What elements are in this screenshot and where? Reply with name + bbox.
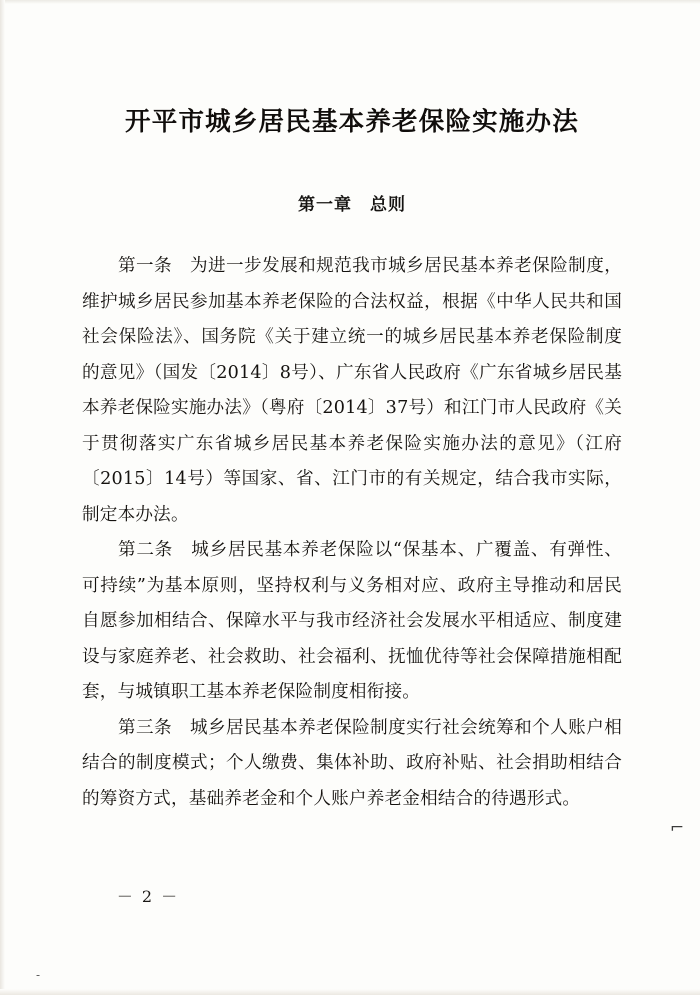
chapter-heading [82,190,622,215]
scan-artifact-bottom-icon: - [36,968,41,982]
chapter-number: 第一章 [298,195,352,215]
article-list [82,249,622,817]
page-edge-shadow-bottom [0,989,700,995]
page-number [0,884,700,907]
article-paragraph-3: 第三条 城乡居民基本养老保险制度实行社会统筹和个人账户相结合的制度模式；个人缴费、集体补助、政府补贴、社会捐助相结合的筹资方式，基础养老金和个人账户养老金相结合的待遇形式。 [82,717,622,809]
article-paragraph-2: 第二条 城乡居民基本养老保险以“保基本、广覆盖、有弹性、可持续”为基本原则，坚持权利与义务相对应、政府主导推动和居民自愿参加相结合、保障水平与我市经济社会发展水平相适应、制度建设与家庭养老、社会救助、社会福利、抚恤优待等社会保障措施相配套，与城镇职工基本养老保险制度相衔接。 [82,540,622,702]
page-edge-shadow-left [0,0,5,995]
page-title: 开平市城乡居民基本养老保险实施办法 [125,107,579,137]
page-number-value: － 2 － [116,887,180,906]
document-body [82,0,622,817]
article-paragraph-1: 第一条 为进一步发展和规范我市城乡居民基本养老保险制度，维护城乡居民参加基本养老保险的合法权益，根据《中华人民共和国社会保险法》、国务院《关于建立统一的城乡居民基本养老保险制度的意见》（国发〔2014〕8号）、广东省人民政府《广东省城乡居民基本养老保险实施办法》（粤府〔2014〕37号）和江门市人民政府《关于贯彻落实广东省城乡居民基本养老保险实施办法的意见》（江府〔2015〕14号）等国家、省、江门市的有关规定，结合我市实际，制定本办法。 [82,256,622,525]
scan-artifact-icon: ⌐ [670,818,685,838]
chapter-name: 总则 [370,195,406,215]
